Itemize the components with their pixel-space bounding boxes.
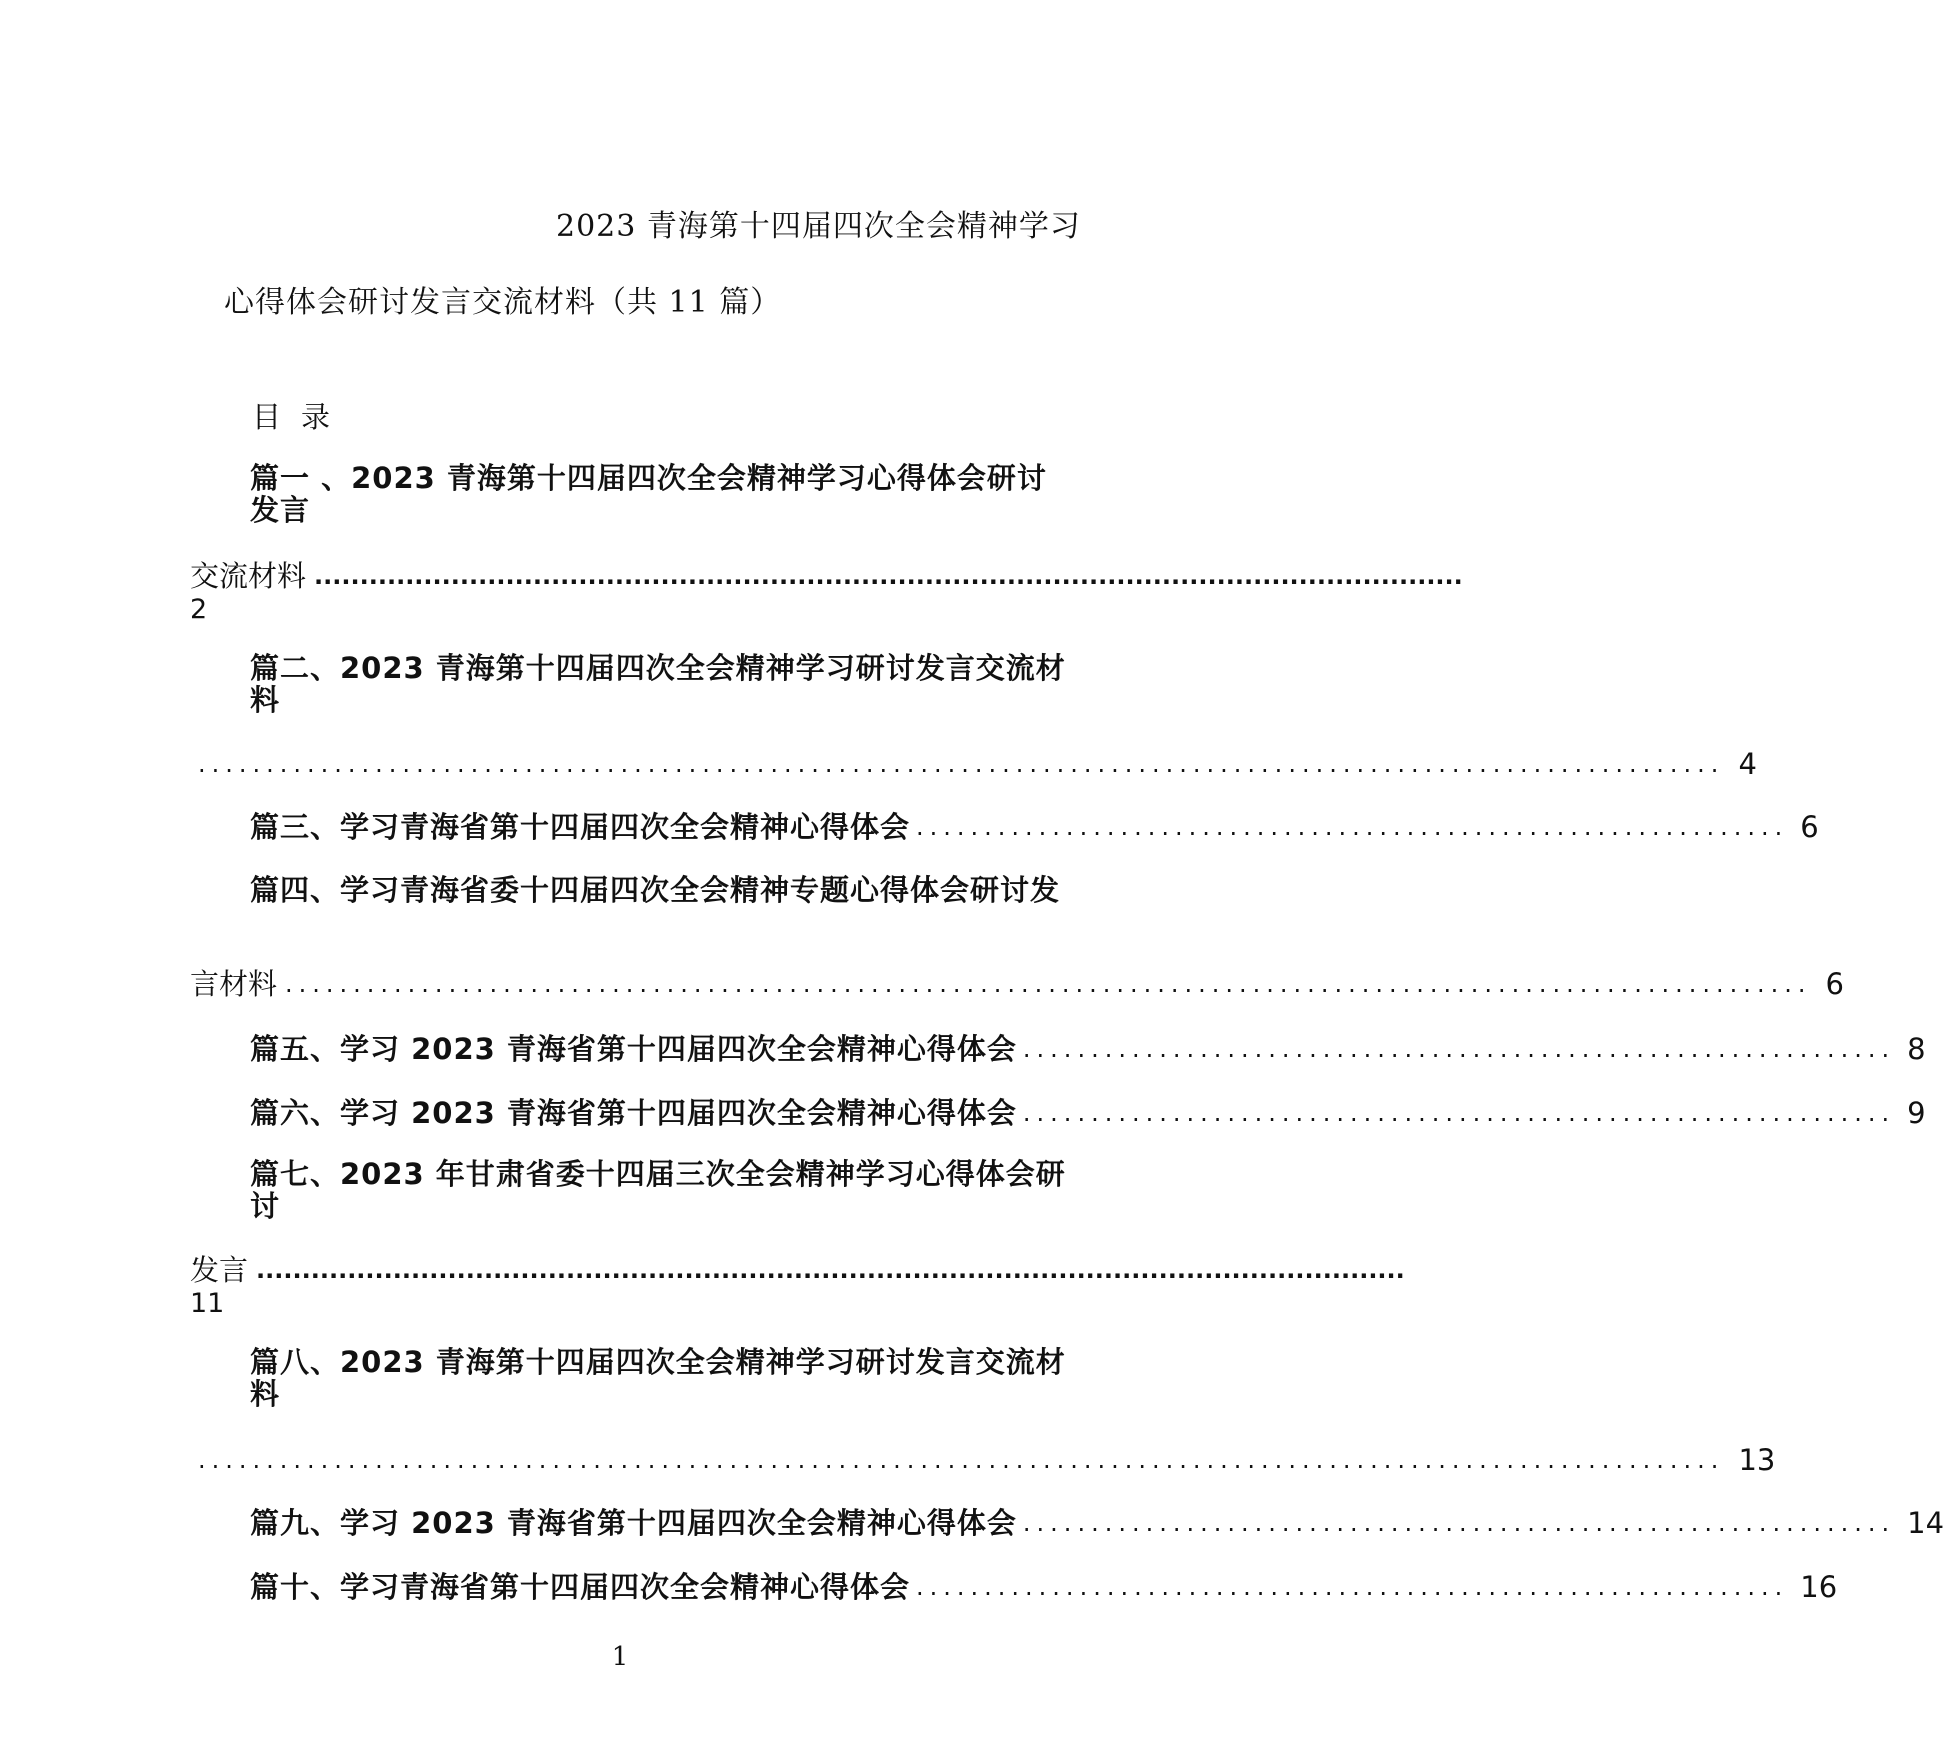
page-number-footer: 1	[611, 1642, 629, 1672]
toc-entry-4-leader[interactable]	[190, 966, 1844, 1002]
toc-entry-2-page: 4	[1738, 747, 1757, 781]
toc-dot-leader: ................................................................	[1022, 1035, 1896, 1063]
toc-entry-9-page: 14	[1907, 1506, 1944, 1540]
toc-entry-6[interactable]	[250, 1094, 1926, 1132]
toc-entry-4-lead: 言材料	[190, 967, 278, 1001]
toc-entry-7-leader[interactable]	[190, 1252, 1405, 1288]
toc-entry-7-lead: 发言	[190, 1253, 249, 1287]
toc-entry-1-page: 2	[190, 594, 208, 625]
toc-entry-8-title[interactable]: 篇八、2023 青海第十四届四次全会精神学习研讨发言交流材料	[250, 1345, 1066, 1411]
toc-dot-leader: ................................................................................................................	[198, 750, 1725, 778]
toc-dot-leader: ..............................................................................................................................	[256, 1256, 1405, 1284]
toc-dot-leader: ................................................................	[1022, 1099, 1896, 1127]
toc-entry-9[interactable]	[250, 1504, 1944, 1542]
toc-dot-leader: ................................................................	[916, 1573, 1789, 1601]
toc-entry-10-page: 16	[1800, 1570, 1838, 1604]
toc-entry-7-page: 11	[190, 1288, 225, 1319]
toc-dot-leader: ..............................................................................................................................	[314, 562, 1463, 590]
toc-entry-2-leader[interactable]	[190, 746, 1757, 782]
toc-dot-leader: ................................................................................................................	[285, 970, 1812, 998]
toc-entry-6-page: 9	[1907, 1096, 1926, 1130]
toc-entry-3[interactable]	[250, 808, 1819, 846]
toc-entry-8-page: 13	[1738, 1443, 1776, 1477]
toc-entry-1-lead: 交流材料	[190, 559, 307, 593]
toc-entry-1-leader[interactable]	[190, 558, 1463, 594]
toc-entry-5-title: 篇五、学习 2023 青海省第十四届四次全会精神心得体会	[250, 1032, 1017, 1066]
toc-entry-9-title: 篇九、学习 2023 青海省第十四届四次全会精神心得体会	[250, 1506, 1017, 1540]
toc-entry-8-leader[interactable]	[190, 1442, 1776, 1478]
toc-dot-leader: ................................................................................................................	[198, 1446, 1725, 1474]
toc-entry-10[interactable]	[250, 1568, 1838, 1606]
toc-entry-4-page: 6	[1825, 967, 1844, 1001]
toc-entry-2-title[interactable]: 篇二、2023 青海第十四届四次全会精神学习研讨发言交流材料	[250, 651, 1066, 717]
toc-entry-3-title: 篇三、学习青海省第十四届四次全会精神心得体会	[250, 810, 911, 844]
toc-dot-leader: ................................................................	[1022, 1509, 1896, 1537]
document-title-line-2: 心得体会研讨发言交流材料（共 11 篇）	[224, 285, 782, 320]
toc-entry-1-title[interactable]: 篇一 、2023 青海第十四届四次全会精神学习心得体会研讨发言	[250, 461, 1047, 527]
toc-entry-5-page: 8	[1907, 1032, 1926, 1066]
toc-entry-7-title[interactable]: 篇七、2023 年甘肃省委十四届三次全会精神学习心得体会研讨	[250, 1157, 1066, 1223]
toc-entry-3-page: 6	[1800, 810, 1819, 844]
toc-entry-4-title[interactable]: 篇四、学习青海省委十四届四次全会精神专题心得体会研讨发	[250, 873, 1061, 907]
document-title-line-1: 2023 青海第十四届四次全会精神学习	[556, 209, 1081, 244]
toc-heading: 目录	[252, 400, 351, 434]
toc-entry-6-title: 篇六、学习 2023 青海省第十四届四次全会精神心得体会	[250, 1096, 1017, 1130]
toc-entry-10-title: 篇十、学习青海省第十四届四次全会精神心得体会	[250, 1570, 911, 1604]
toc-dot-leader: ................................................................	[916, 813, 1789, 841]
toc-entry-5[interactable]	[250, 1030, 1926, 1068]
